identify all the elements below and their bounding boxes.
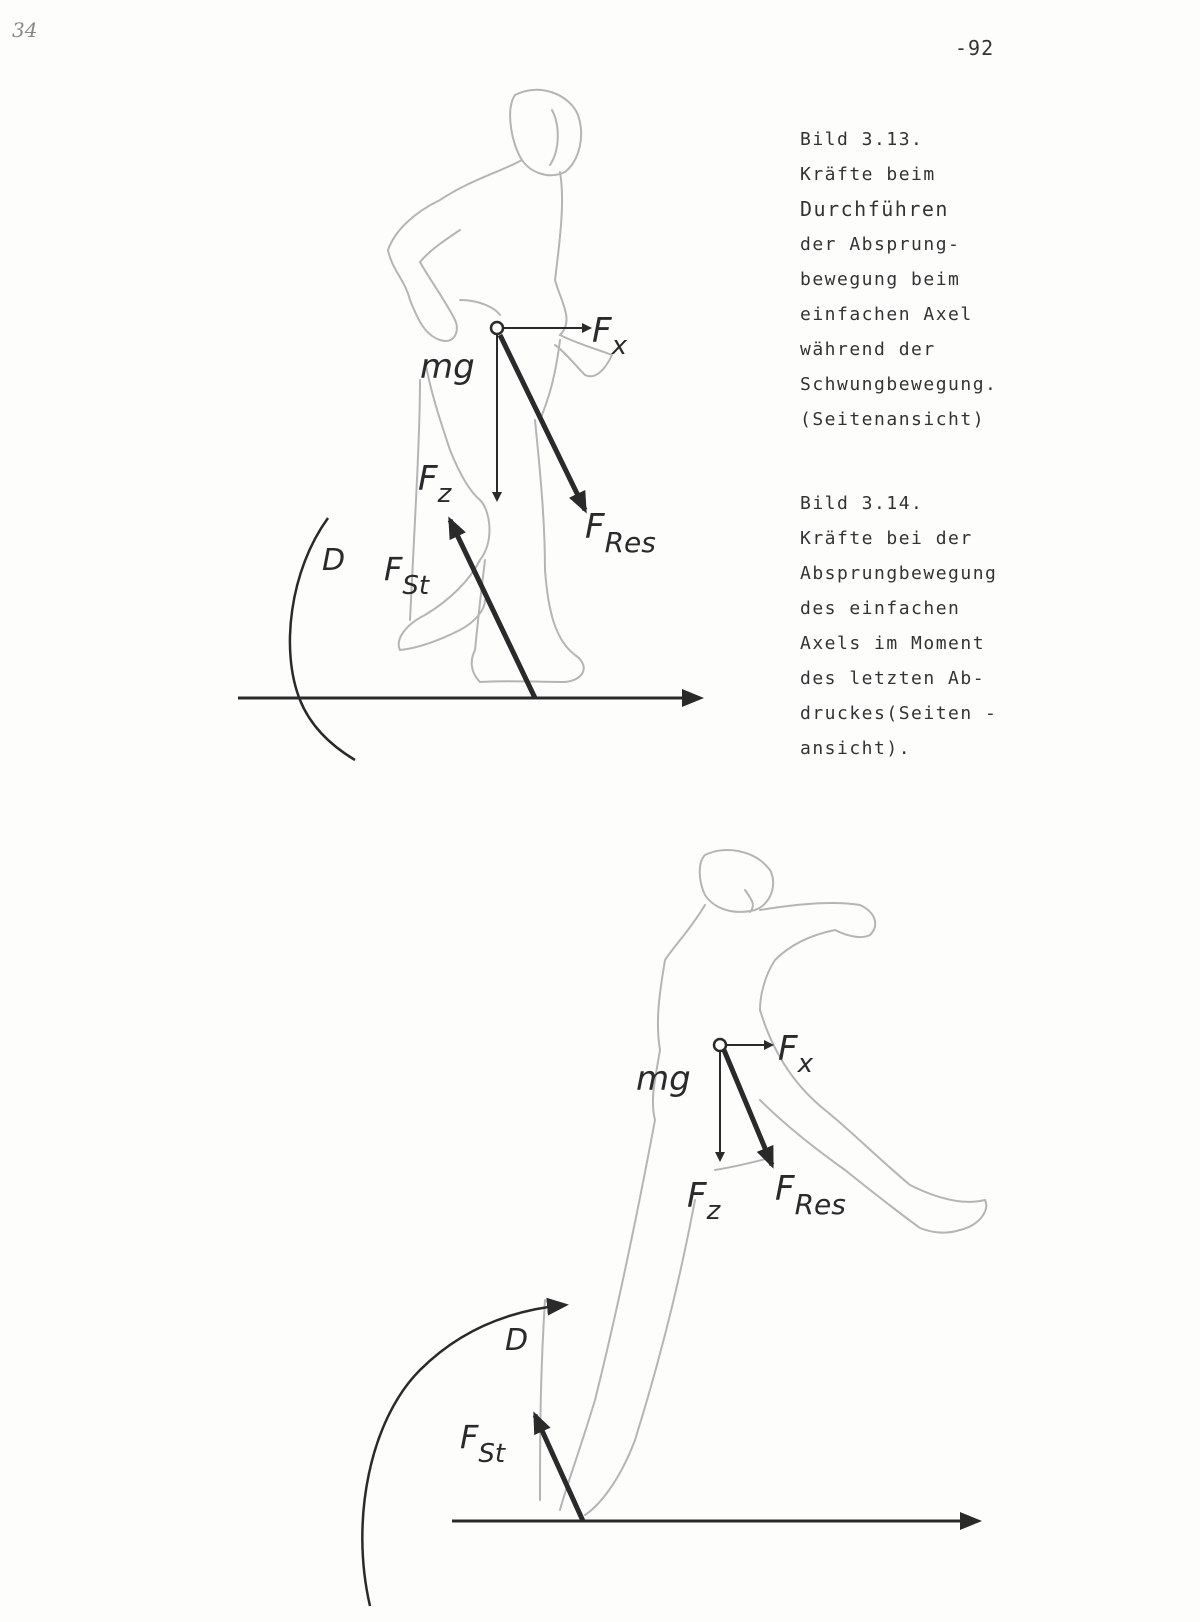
label-d: D	[505, 1323, 529, 1358]
center-of-mass-marker	[491, 322, 503, 334]
label-fst: $F_{St}$	[384, 550, 430, 601]
label-fz: $F_z$	[687, 1176, 721, 1226]
label-d: D	[322, 543, 346, 578]
caption-line: des einfachen	[800, 598, 961, 619]
page-number: -92	[955, 36, 995, 60]
handwritten-note: 34	[12, 18, 38, 42]
caption-line: Kräfte bei der	[800, 528, 973, 549]
vector-fres	[724, 1050, 772, 1165]
caption-line: Absprungbewegung	[800, 563, 998, 584]
caption-line: Durchführen	[800, 197, 949, 221]
caption-line: Schwungbewegung.	[800, 374, 998, 395]
label-fres: $F_{Res}$	[585, 507, 656, 559]
label-fz: $F_z$	[418, 459, 452, 509]
label-fx: $F_x$	[592, 311, 627, 361]
label-mg: mg	[420, 347, 475, 387]
label-fst: $F_{St}$	[460, 1418, 506, 1469]
caption-line: während der	[800, 339, 936, 360]
vector-fst	[450, 520, 535, 698]
caption-line: (Seitenansicht)	[800, 409, 986, 430]
vector-fst	[535, 1415, 583, 1521]
label-fres: $F_{Res}$	[775, 1169, 846, 1221]
center-of-mass-marker	[714, 1039, 726, 1051]
caption-line: der Absprung-	[800, 234, 961, 255]
caption-line: Axels im Moment	[800, 633, 986, 654]
caption-line: Bild 3.14.	[800, 493, 924, 514]
caption-line: des letzten Ab-	[800, 668, 986, 689]
figure-skater-forces-swing	[0, 0, 1200, 800]
caption-line: druckes(Seiten -	[800, 703, 998, 724]
rotation-arc-d	[362, 1305, 565, 1606]
caption-line: Kräfte beim	[800, 164, 936, 185]
caption-line: ansicht).	[800, 738, 912, 759]
caption-line: Bild 3.13.	[800, 129, 924, 150]
label-mg: mg	[636, 1059, 691, 1099]
caption-line: bewegung beim	[800, 269, 961, 290]
caption-line: einfachen Axel	[800, 304, 973, 325]
skater-sketch	[540, 850, 986, 1515]
label-fx: $F_x$	[778, 1029, 813, 1079]
